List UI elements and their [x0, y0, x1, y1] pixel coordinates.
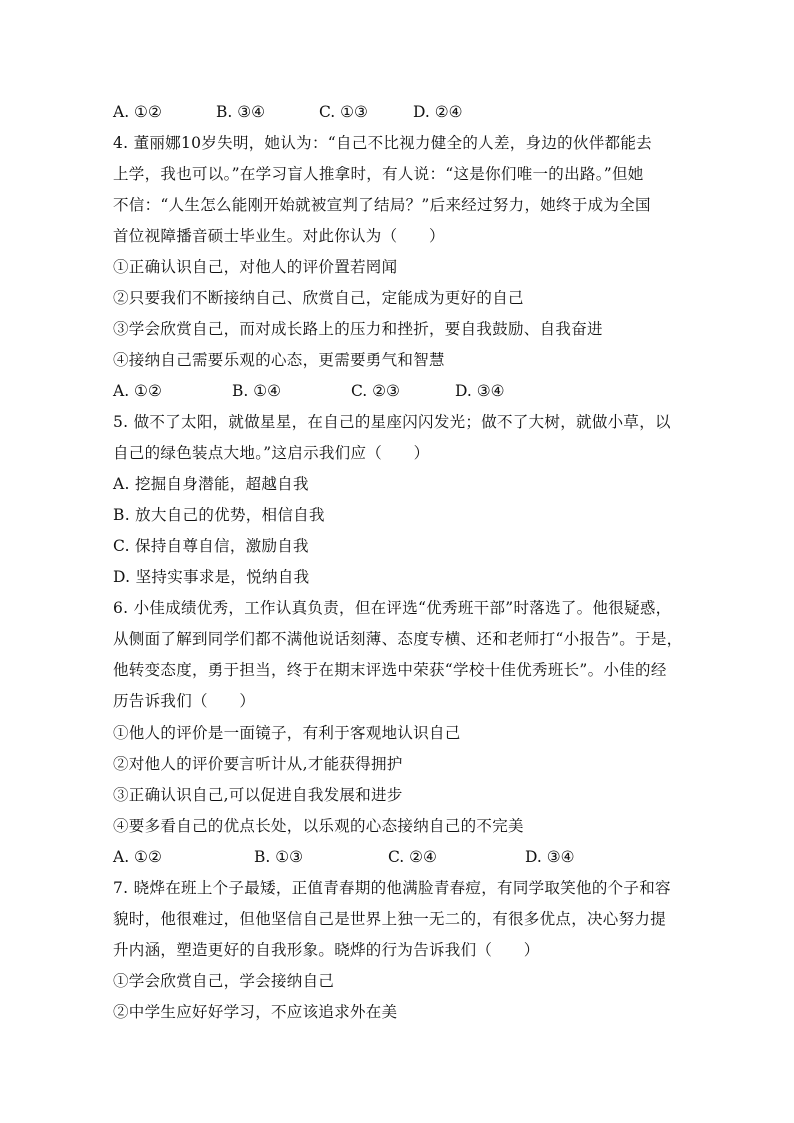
q4-option-c: C. ②③: [351, 382, 400, 400]
q5-choice-d: D. 坚持实事求是，悦纳自我: [113, 568, 310, 586]
q4-option-b: B. ①④: [232, 382, 282, 400]
q7-statement-2: ②中学生应好好学习，不应该追求外在美: [113, 1003, 398, 1021]
q5-choice-c: C. 保持自尊自信，激励自我: [113, 537, 309, 555]
q3-option-a: A. ①②: [113, 103, 162, 121]
q7-statement-1: ①学会欣赏自己，学会接纳自己: [113, 972, 335, 990]
q6-stem-line-2: 从侧面了解到同学们都不满他说话刻薄、态度专横、还和老师打“小报告”。于是，: [113, 630, 683, 648]
q4-statement-4: ④接纳自己需要乐观的心态，更需要勇气和智慧: [113, 351, 445, 369]
q6-statement-4: ④要多看自己的优点长处，以乐观的心态接纳自己的不完美: [113, 817, 524, 835]
q7-stem-line-2: 貌时，他很难过，但他坚信自己是世界上独一无二的，有很多优点，决心努力提: [113, 910, 667, 928]
q5-choice-b: B. 放大自己的优势，相信自我: [113, 506, 325, 524]
q7-stem-line-1: 7. 晓烨在班上个子最矮，正值青春期的他满脸青春痘，有同学取笑他的个子和容: [113, 879, 671, 897]
q6-option-a: A. ①②: [113, 848, 162, 866]
q4-stem-line-3: 不信：“人生怎么能刚开始就被宣判了结局？”后来经过努力，她终于成为全国: [113, 196, 651, 214]
q6-statement-1: ①他人的评价是一面镜子，有利于客观地认识自己: [113, 724, 461, 742]
q6-stem-line-4: 历告诉我们（ ）: [113, 692, 256, 710]
q5-stem-line-1: 5. 做不了太阳，就做星星，在自己的星座闪闪发光；做不了大树，就做小草，以: [113, 413, 671, 431]
q4-option-a: A. ①②: [113, 382, 162, 400]
q3-option-c: C. ①③: [319, 103, 368, 121]
q4-option-d: D. ③④: [455, 382, 505, 400]
q6-option-b: B. ①③: [254, 848, 304, 866]
q4-statement-1: ①正确认识自己，对他人的评价置若罔闻: [113, 258, 398, 276]
q6-stem-line-1: 6. 小佳成绩优秀，工作认真负责，但在评选“优秀班干部”时落选了。他很疑惑，: [113, 599, 672, 617]
q6-statement-3: ③正确认识自己,可以促进自我发展和进步: [113, 786, 403, 804]
q4-stem-line-1: 4. 董丽娜10岁失明，她认为：“自己不比视力健全的人差，身边的伙伴都能去: [113, 134, 652, 152]
q4-stem-line-4: 首位视障播音硕士毕业生。对此你认为（ ）: [113, 227, 445, 245]
q3-option-d: D. ②④: [413, 103, 463, 121]
q6-statement-2: ②对他人的评价要言听计从,才能获得拥护: [113, 755, 403, 773]
q7-stem-line-3: 升内涵，塑造更好的自我形象。晓烨的行为告诉我们（ ）: [113, 941, 540, 959]
q6-option-d: D. ③④: [525, 848, 575, 866]
q6-option-c: C. ②④: [388, 848, 437, 866]
q4-statement-2: ②只要我们不断接纳自己、欣赏自己，定能成为更好的自己: [113, 289, 524, 307]
q3-option-b: B. ③④: [216, 103, 266, 121]
q4-statement-3: ③学会欣赏自己，而对成长路上的压力和挫折，要自我鼓励、自我奋进: [113, 320, 603, 338]
q5-choice-a: A. 挖掘自身潜能，超越自我: [113, 475, 309, 493]
q6-stem-line-3: 他转变态度，勇于担当，终于在期末评选中荣获“学校十佳优秀班长”。小佳的经: [113, 661, 667, 679]
q4-stem-line-2: 上学，我也可以。”在学习盲人推拿时，有人说：“这是你们唯一的出路。”但她: [113, 165, 644, 183]
q5-stem-line-2: 自己的绿色装点大地。”这启示我们应（ ）: [113, 444, 430, 462]
